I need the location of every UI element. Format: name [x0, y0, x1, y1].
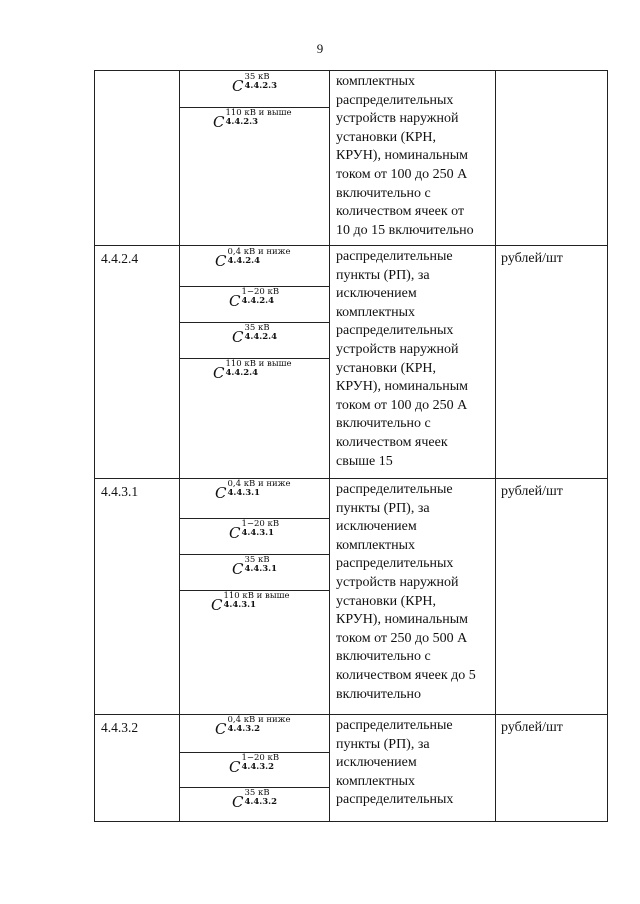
page-number: 9 [316, 41, 324, 56]
cost-formula: C 110 кВ и выше 4.4.3.1 [211, 591, 290, 614]
cost-formula: C 110 кВ и выше 4.4.2.4 [213, 359, 292, 382]
cost-formula: C 1−20 кВ 4.4.3.2 [229, 753, 280, 776]
row-unit: рублей/шт [501, 251, 563, 266]
cost-formula: C 35 кВ 4.4.2.3 [232, 72, 278, 95]
row-code: 4.4.2.4 [101, 251, 139, 266]
cost-formula: C 110 кВ и выше 4.4.2.3 [213, 108, 292, 131]
cost-formula: C 0,4 кВ и ниже 4.4.3.1 [215, 479, 291, 502]
cost-formula: C 35 кВ 4.4.2.4 [232, 323, 278, 346]
row-divider [95, 245, 607, 246]
cost-formula: C 1−20 кВ 4.4.3.1 [229, 519, 280, 542]
cost-formula: C 0,4 кВ и ниже 4.4.3.2 [215, 715, 291, 738]
row-divider [95, 478, 607, 479]
row-description: распределительные пункты (РП), за исключением комплектных распределительных устройств наружной установки (КРН, КРУН), номинальным током от 100 до 250 А включительно с количеством ячеек свыше 15 [336, 249, 468, 469]
cost-formula: C 35 кВ 4.4.3.2 [232, 788, 278, 811]
column-divider [329, 71, 330, 821]
tariff-table [94, 70, 608, 822]
column-divider [495, 71, 496, 821]
cost-formula: C 1−20 кВ 4.4.2.4 [229, 287, 280, 310]
row-code: 4.4.3.1 [101, 484, 139, 499]
row-unit: рублей/шт [501, 720, 563, 735]
row-code: 4.4.3.2 [101, 720, 139, 735]
cost-formula: C 35 кВ 4.4.3.1 [232, 555, 278, 578]
row-description: распределительные пункты (РП), за исключением комплектных распределительных устройств наружной установки (КРН, КРУН), номинальным током от 250 до 500 А включительно с количеством ячеек до 5 включительно [336, 482, 476, 702]
row-unit: рублей/шт [501, 484, 563, 499]
row-divider [95, 714, 607, 715]
row-description: распределительные пункты (РП), за исключением комплектных распределительных [336, 718, 454, 808]
row-description: комплектных распределительных устройств наружной установки (КРН, КРУН), номинальным током от 100 до 250 А включительно с количеством ячеек от 10 до 15 включительно [336, 74, 474, 238]
cost-formula: C 0,4 кВ и ниже 4.4.2.4 [215, 247, 291, 270]
column-divider [179, 71, 180, 821]
